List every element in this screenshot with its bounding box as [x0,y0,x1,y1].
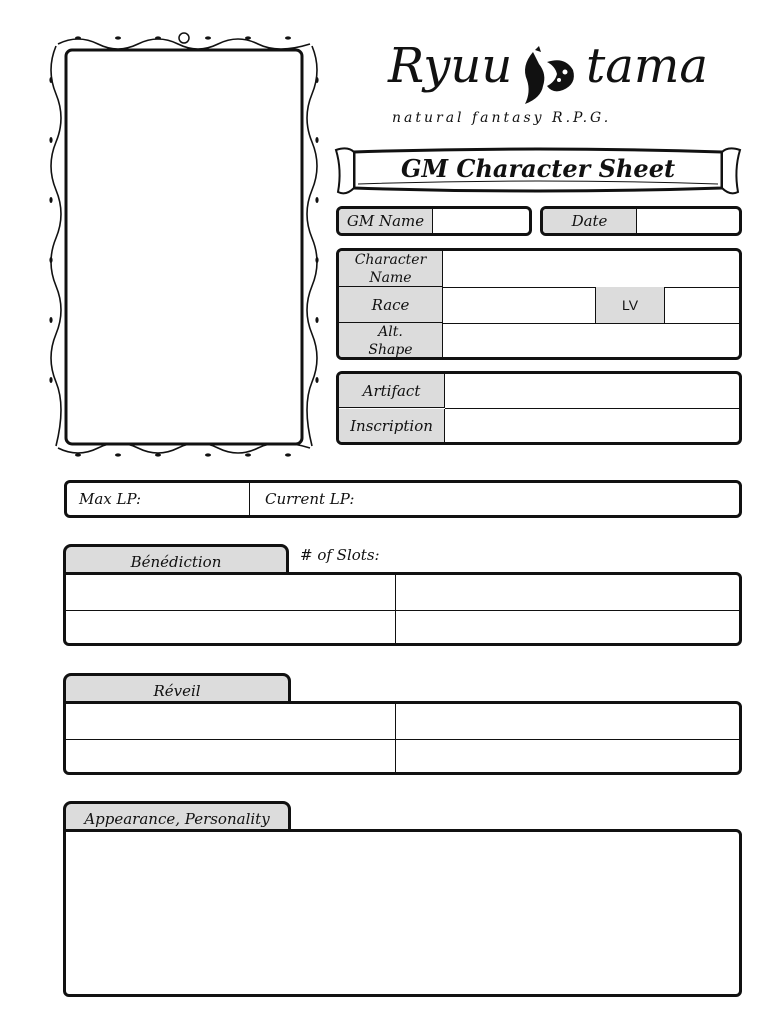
current-lp-label: Current LP: [265,490,355,508]
logo-subtitle: natural fantasy R.P.G. [392,110,612,126]
race-label: Race [339,287,443,323]
date-box [540,206,742,236]
logo-title-left: Ryuu [388,38,513,94]
reveil-cell-2[interactable] [397,704,739,739]
lv-label: LV [595,287,665,323]
max-lp-label: Max LP: [79,490,142,508]
alt-shape-input[interactable] [445,324,739,358]
appearance-box [63,829,742,997]
date-label: Date [543,209,637,233]
appearance-tab: Appearance, Personality [63,801,291,833]
benediction-cell-4[interactable] [397,611,739,643]
artifact-input[interactable] [447,374,739,408]
max-lp-input[interactable] [157,485,247,513]
reveil-cell-4[interactable] [397,740,739,772]
race-input[interactable] [445,288,595,322]
lp-box [64,480,742,518]
inscription-input[interactable] [447,410,739,442]
slots-label: # of Slots: [300,546,380,564]
banner-title: GM Character Sheet [400,153,676,183]
inscription-label: Inscription [339,409,445,443]
appearance-textarea[interactable] [66,832,739,994]
row-divider [66,739,742,740]
gm-name-box [336,206,532,236]
reveil-table [63,701,742,775]
reveil-cell-3[interactable] [66,740,395,772]
benediction-cell-2[interactable] [397,575,739,610]
column-divider [395,704,396,775]
gm-name-input[interactable] [435,209,529,233]
row-divider [445,408,742,409]
benediction-tab: Bénédiction [63,544,289,576]
game-logo [380,38,710,138]
alt-shape-label: Alt. Shape [339,323,443,359]
character-name-input[interactable] [445,251,739,287]
column-divider [395,575,396,646]
artifact-box [336,371,742,445]
title-banner [332,144,744,200]
lp-divider [249,483,250,515]
dragon-icon [513,46,579,112]
logo-title-right: tama [586,38,709,94]
artifact-label: Artifact [339,374,445,408]
level-input[interactable] [667,288,739,322]
row-divider [66,610,742,611]
benediction-table [63,572,742,646]
benediction-cell-3[interactable] [66,611,395,643]
current-lp-input[interactable] [367,485,735,513]
benediction-cell-1[interactable] [66,575,395,610]
reveil-tab: Réveil [63,673,291,705]
gm-name-label: GM Name [339,209,433,233]
reveil-cell-1[interactable] [66,704,395,739]
portrait-frame [48,30,320,462]
vine-border-decoration [48,30,320,462]
date-input[interactable] [639,209,739,233]
character-name-label: Character Name [339,251,443,287]
character-info-box [336,248,742,360]
